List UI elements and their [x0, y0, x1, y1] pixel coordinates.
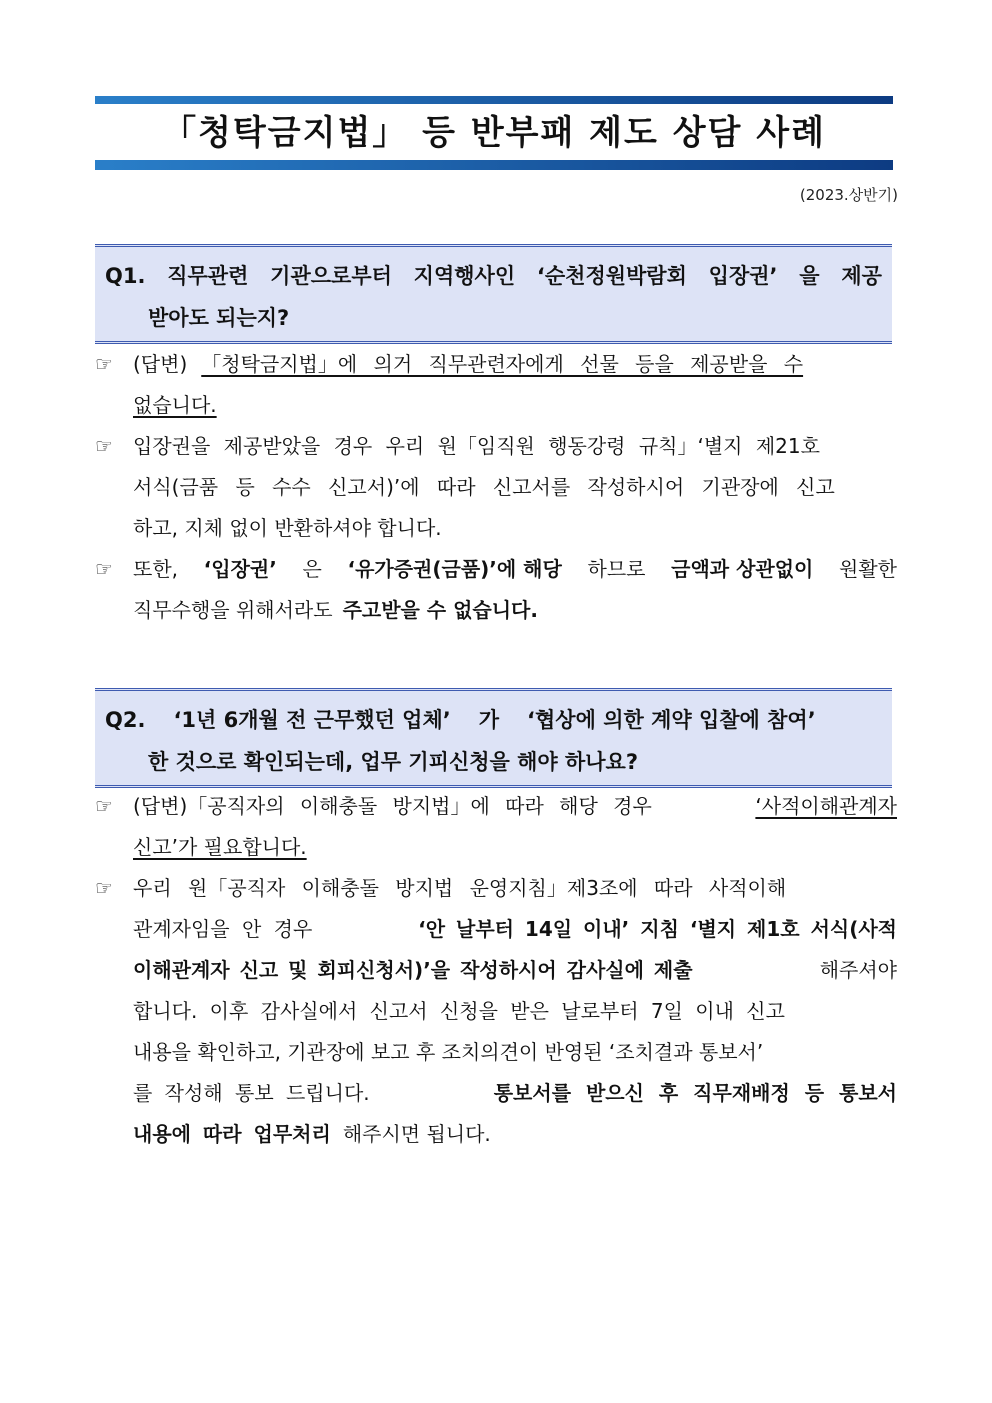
text-line: 입장권을 제공받았을 경우 우리 원「임직원 행동강령 규칙」‘별지 제21호: [133, 434, 820, 458]
question-2-line-2: [105, 741, 882, 783]
answer-2: [95, 786, 897, 1155]
q1-line-2-text: 받아도 되는지?: [148, 306, 290, 330]
page-title: 「청탁금지법」 등 반부패 제도 상담 사례: [162, 113, 826, 153]
text-fragment-bold: 주고받을 수 없습니다.: [342, 598, 538, 622]
answer-2-underlined-text: ‘사적이해관계자: [755, 794, 897, 818]
answer-1: [95, 344, 897, 631]
text-fragment-bold: 통보서를 받으신 후 직무재배정 등 통보서: [493, 1081, 897, 1105]
answer-2-para-2-line-5: [95, 1032, 897, 1073]
q1-word: 기관으로부터: [270, 264, 392, 288]
answer-label: (답변): [133, 352, 188, 376]
text-fragment: 관계자임을 안 경우: [133, 917, 313, 941]
question-number: Q1.: [105, 264, 146, 288]
text-line: 하고, 지체 없이 반환하셔야 합니다.: [133, 516, 442, 540]
question-box-1: [95, 244, 892, 344]
text-fragment: 은: [302, 557, 322, 581]
answer-1-underlined-text: 「청탁금지법」에 의거 직무관련자에게 선물 등을 제공받을 수: [201, 352, 804, 376]
answer-2-para-2-line-1: [95, 868, 897, 909]
question-2-line-1: [105, 699, 882, 741]
text-fragment-bold: 금액과 상관없이: [671, 557, 814, 581]
answer-2-para-2-line-7: [95, 1114, 897, 1155]
text-line: 우리 원「공직자 이해충돌 방지법 운영지침」제3조에 따라 사적이해: [133, 876, 787, 900]
answer-1-para-3-line-2: [95, 590, 897, 631]
text-fragment: 해주셔야: [819, 958, 897, 982]
text-fragment-bold: ‘안 날부터 14일 이내’ 지침 ‘별지 제1호 서식(사적: [418, 917, 897, 941]
q2-line-2-text: 한 것으로 확인되는데, 업무 기피신청을 해야 하나요?: [148, 750, 639, 774]
q1-word: 을: [799, 264, 820, 288]
q2-phrase: ‘1년 6개월 전 근무했던 업체’: [173, 708, 451, 732]
text-line: 서식(금품 등 수수 신고서)’에 따라 신고서를 작성하시어 기관장에 신고: [133, 475, 835, 499]
text-fragment-bold: ‘입장권’: [203, 557, 277, 581]
answer-1-underlined-text-2: 없습니다.: [133, 393, 217, 417]
pointing-hand-icon: ☞: [95, 794, 113, 818]
answer-1-para-2-line-1: [95, 426, 897, 467]
q2-word: 가: [478, 708, 500, 732]
text-fragment: 원활한: [839, 557, 897, 581]
answer-2-para-1-line-1: [95, 786, 897, 827]
question-1-line-2: [105, 297, 882, 339]
answer-2-para-2-line-2: [95, 909, 897, 950]
answer-1-para-1-line-1: [95, 344, 897, 385]
answer-2-underlined-text-2: 신고’가 필요합니다.: [133, 835, 307, 859]
text-fragment: 직무수행을 위해서라도: [133, 598, 333, 622]
text-line: 합니다. 이후 감사실에서 신고서 신청을 받은 날로부터 7일 이내 신고: [133, 999, 785, 1023]
answer-1-underlined: [201, 344, 897, 385]
title-bottom-bar: [95, 160, 893, 170]
pointing-hand-icon: ☞: [95, 557, 113, 581]
answer-1-para-3-line-1: [95, 549, 897, 590]
pointing-hand-icon: ☞: [95, 434, 113, 458]
question-box-2: [95, 688, 892, 788]
q1-word: 직무관련: [167, 264, 249, 288]
q1-word: 제공: [841, 264, 882, 288]
text-fragment: 하므로: [587, 557, 646, 581]
q2-phrase: ‘협상에 의한 계약 입찰에 참여’: [527, 708, 816, 732]
answer-2-para-1-line-2: [95, 827, 897, 868]
answer-1-para-1-line-2: [95, 385, 897, 426]
text-line: 내용을 확인하고, 기관장에 보고 후 조치의견이 반영된 ‘조치결과 통보서’: [133, 1040, 764, 1064]
text-fragment-bold: 이해관계자 신고 및 회피신청서)’을 작성하시어 감사실에 제출: [133, 958, 693, 982]
pointing-hand-icon: ☞: [95, 876, 113, 900]
answer-2-para-2-line-4: [95, 991, 897, 1032]
text-fragment: 또한,: [133, 557, 178, 581]
text-fragment-bold: ‘유가증권(금품)’에 해당: [347, 557, 562, 581]
q1-word: ‘순천정원박람회: [536, 264, 687, 288]
q1-word: 입장권’: [708, 264, 778, 288]
text-fragment-bold: 내용에 따라 업무처리: [133, 1122, 331, 1146]
title-top-bar: [95, 96, 893, 104]
answer-1-para-2-line-3: [95, 508, 897, 549]
answer-2-para-2-line-3: [95, 950, 897, 991]
text-line: (답변)「공직자의 이해충돌 방지법」에 따라 해당 경우: [133, 794, 652, 818]
question-1-line-1: [105, 255, 882, 297]
answer-1-para-2-line-2: [95, 467, 897, 508]
text-fragment: 해주시면 됩니다.: [342, 1122, 491, 1146]
q1-word: 지역행사인: [413, 264, 516, 288]
answer-2-para-2-line-6: [95, 1073, 897, 1114]
text-fragment: 를 작성해 통보 드립니다.: [133, 1081, 370, 1105]
question-number: Q2.: [105, 708, 146, 732]
pointing-hand-icon: ☞: [95, 352, 113, 376]
period-label: (2023.상반기): [799, 186, 898, 204]
